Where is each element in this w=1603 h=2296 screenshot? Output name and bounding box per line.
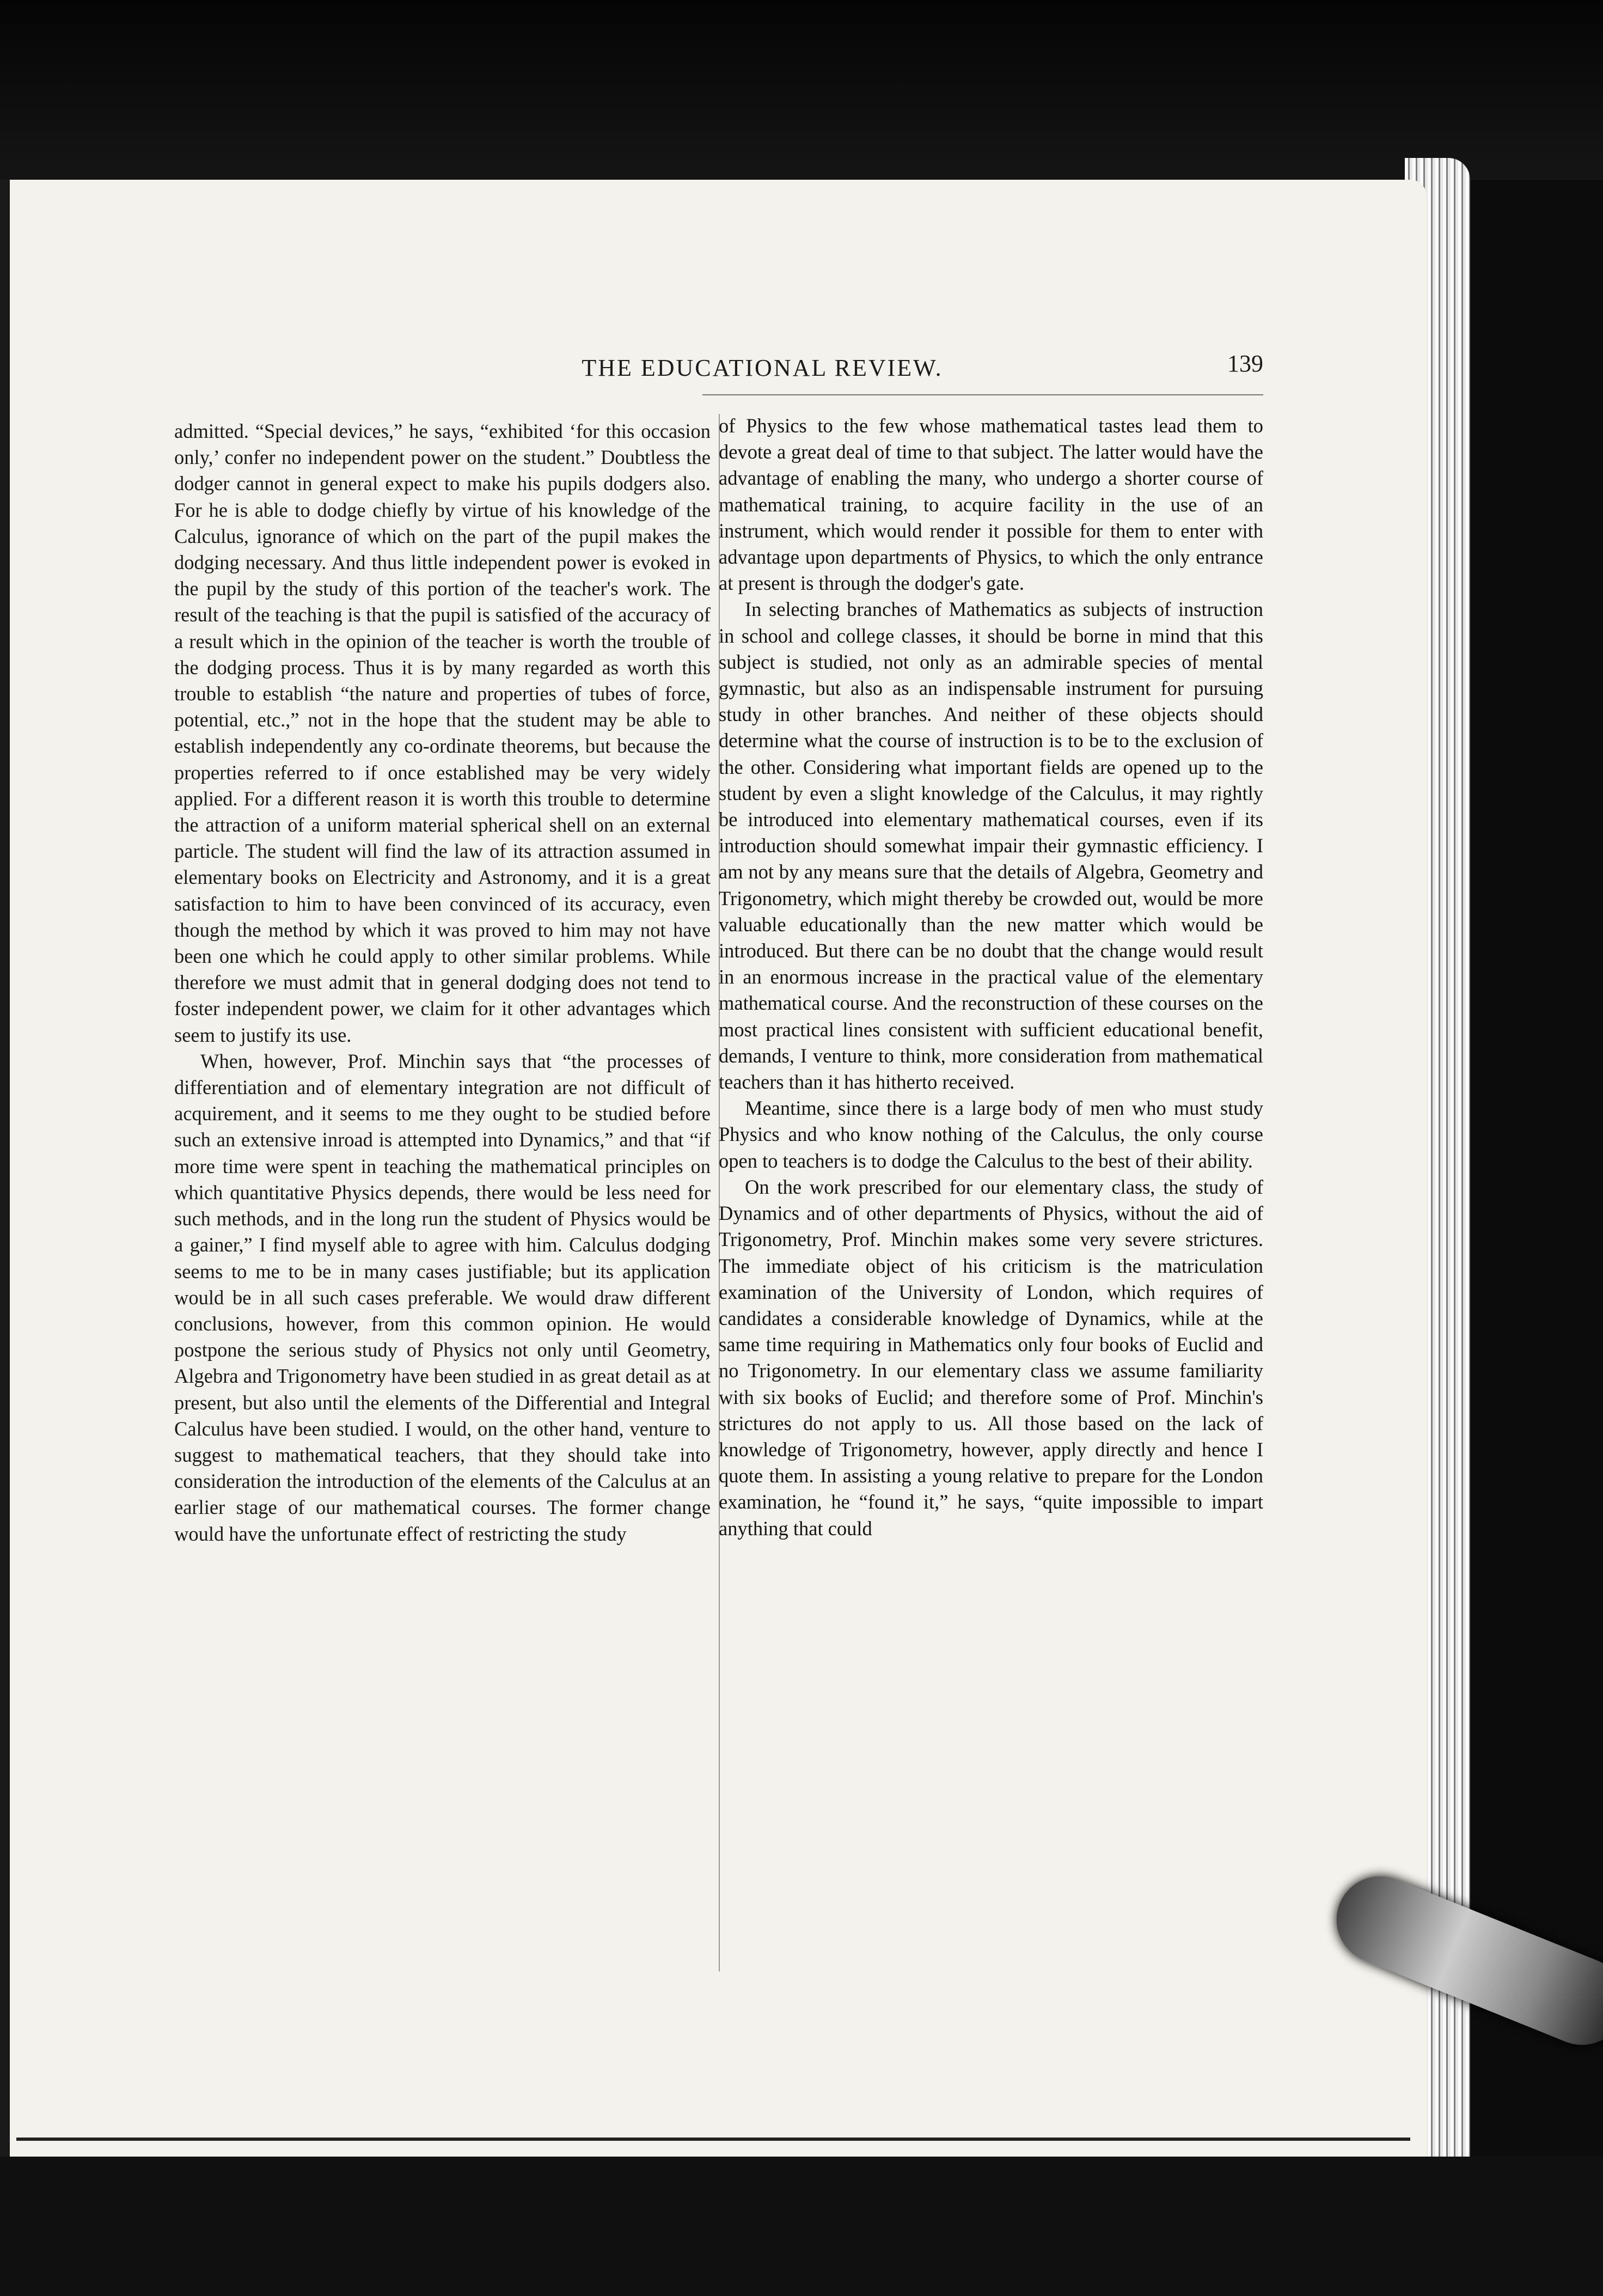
journal-title: THE EDUCATIONAL REVIEW. — [582, 355, 943, 381]
paragraph: In selecting branches of Mathematics as subjects of instruction in school and college classes, it should be borne in mind that this subject is studied, not only as an admirable species of mental gymnastic, but also as an indispensable instrument for pursuing study in other branches. And neither of these objects should determine what the course of instruction is to be to the exclusion of the other. Considering what important fields are opened up to the student by even a slight knowledge of the Calculus, it may rightly be introduced into elementary mathematical courses, even if its introduction should somewhat impair their gymnastic efficiency. I am not by any means sure that the details of Algebra, Geometry and Trigonometry, which might thereby be crowded out, would be more valuable educationally than the new matter which would be introduced. But there can be no doubt that the change would result in an enormous increase in the practical value of the elementary mathematical course. And the reconstruction of these courses on the most practical lines consistent with sufficient educational benefit, demands, I venture to think, more consideration from mathematical teachers than it has hitherto received. — [719, 598, 1263, 1094]
header-rule — [702, 394, 1263, 395]
page-gutter-shadow — [0, 180, 10, 2189]
paragraph: of Physics to the few whose mathematical tastes lead them to devote a great deal of time to that subject. The latter would have the advantage of enabling the many, who undergo a shorter course of mathematical training, to acquire facility in the use of an instrument, which would render it possible for them to enter with advantage upon departments of Physics, to which the only entrance at present is through the dodger's gate. — [719, 414, 1263, 595]
scanner-background-bottom — [0, 2157, 1603, 2296]
paragraph: admitted. “Special devices,” he says, “exhibited ‘for this occasion only,’ confer no independent power on the student.” Doubtless the dodger cannot in general expect to make his pupils dodgers also. For he is able to dodge chiefly by virtue of his knowledge of the Calculus, ignorance of which on the part of the pupil makes the dodging necessary. And thus little independent power is evoked in the pupil by the study of this portion of the teacher's work. The result of the teaching is that the pupil is satisfied of the accuracy of a result which in the opinion of the teacher is worth the trouble of the dodging process. Thus it is by many regarded as worth this trouble to establish “the nature and properties of tubes of force, potential, etc.,” not in the hope that the student may be able to establish independently any co-ordinate theorems, but because the properties referred to if once established may be very widely applied. For a different reason it is worth this trouble to determine the attraction of a uniform material spherical shell on an external particle. The student will find the law of its attraction assumed in elementary books on Electricity and Astronomy, and it is a great satisfaction to him to have been convinced of its accuracy, even though the method by which it was proved to him may not have been one which he could apply to other similar problems. While therefore we must admit that in general dodging does not tend to foster independent power, we claim for it other advantages which seem to justify its use. — [174, 420, 711, 1046]
page-bottom-edge — [16, 2138, 1410, 2141]
paragraph: Meantime, since there is a large body of men who must study Physics and who know nothing of the Calculus, the only course open to teachers is to dodge the Calculus to the best of their ability. — [719, 1097, 1263, 1172]
scanner-background-top — [0, 0, 1603, 180]
left-text-column — [174, 418, 711, 1547]
paragraph: On the work prescribed for our elementary class, the study of Dynamics and of other departments of Physics, without the aid of Trigonometry, Prof. Minchin makes some very severe strictures. The immediate object of his criticism is the matriculation examination of the University of London, which requires of candidates a considerable knowledge of Dynamics, while at the same time requiring in Mathematics only four books of Euclid and no Trigonometry. In our elementary class we assume familiarity with six books of Euclid; and therefore some of Prof. Minchin's strictures do not apply to us. All those based on the lack of knowledge of Trigonometry, however, apply directly and hence I quote them. In assisting a young relative to prepare for the London examination, he “found it,” he says, “quite impossible to impart anything that could — [719, 1175, 1263, 1540]
paragraph: When, however, Prof. Minchin says that “the processes of differentiation and of elementary integration are not difficult of acquirement, and it seems to me they ought to be studied before such an extensive inroad is attempted into Dynamics,” and that “if more time were spent in teaching the mathematical principles on which quantitative Physics depends, there would be less need for such methods, and in the long run the student of Physics would be a gainer,” I find myself able to agree with him. Calculus dodging seems to me to be in many cases justifiable; but its application would be in all such cases preferable. We would draw different conclusions, however, from this common opinion. He would postpone the serious study of Physics not only until Geometry, Algebra and Trigonometry have been studied in as great detail as at present, but also until the elements of the Differential and Integral Calculus have been studied. I would, on the other hand, venture to suggest to mathematical teachers, that they should take into consideration the introduction of the elements of the Calculus at an earlier stage of our mathematical courses. The former change would have the unfortunate effect of restricting the study — [174, 1049, 711, 1545]
right-text-column — [719, 413, 1263, 1542]
running-head — [180, 350, 1263, 393]
page-number: 139 — [1227, 350, 1263, 377]
